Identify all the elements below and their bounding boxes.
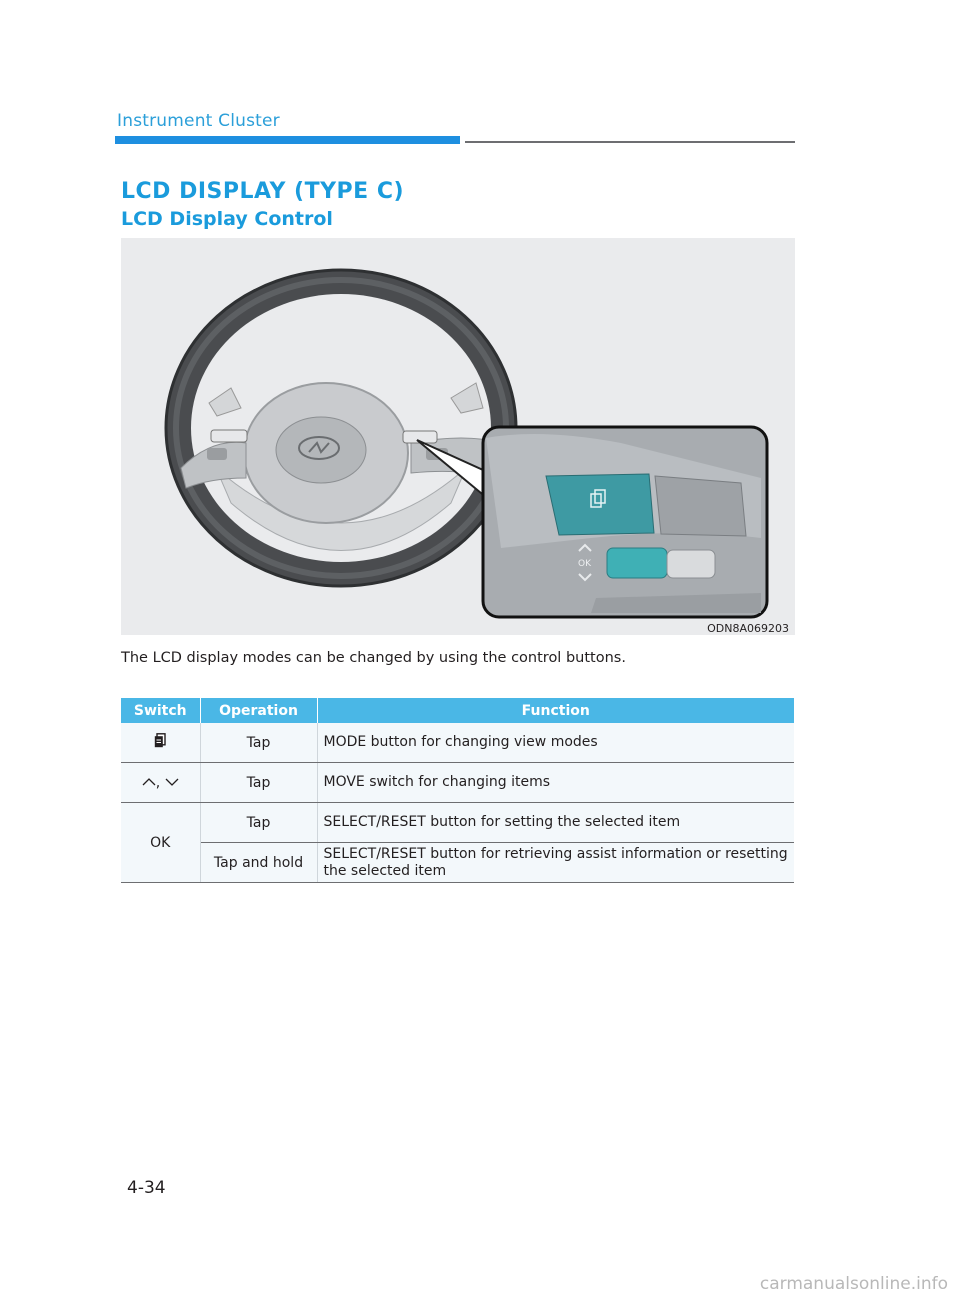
operation-cell: Tap bbox=[200, 803, 317, 843]
figure-code: ODN8A069203 bbox=[707, 622, 789, 635]
function-cell: SELECT/RESET button for setting the selected item bbox=[317, 803, 794, 843]
table-row bbox=[121, 843, 794, 883]
section-subtitle: LCD Display Control bbox=[121, 208, 333, 230]
table-row bbox=[121, 763, 794, 803]
down-arrow-icon bbox=[165, 775, 179, 791]
operation-cell: Tap and hold bbox=[200, 843, 317, 883]
table-row bbox=[121, 723, 794, 763]
header-function: Function bbox=[317, 698, 794, 723]
table-header-row bbox=[121, 698, 794, 723]
steering-wheel-illustration bbox=[121, 238, 795, 635]
header-switch: Switch bbox=[121, 698, 200, 723]
switch-cell bbox=[121, 723, 200, 763]
function-cell: MOVE switch for changing items bbox=[317, 763, 794, 803]
header-rule-blue bbox=[115, 136, 460, 144]
figure bbox=[121, 238, 795, 635]
svg-text:OK: OK bbox=[578, 559, 591, 569]
mode-button-icon bbox=[546, 474, 654, 535]
control-inset bbox=[483, 427, 767, 617]
function-cell: SELECT/RESET button for retrieving assist information or resetting the selected item bbox=[317, 843, 794, 883]
table-row bbox=[121, 803, 794, 843]
section-label: Instrument Cluster bbox=[117, 111, 280, 131]
mode-icon bbox=[154, 733, 166, 752]
page-number: 4-34 bbox=[127, 1178, 166, 1198]
intro-text: The LCD display modes can be changed by using the control buttons. bbox=[121, 650, 626, 666]
function-cell: MODE button for changing view modes bbox=[317, 723, 794, 763]
control-table bbox=[121, 698, 794, 883]
separator: , bbox=[155, 774, 161, 791]
header-operation: Operation bbox=[200, 698, 317, 723]
switch-cell bbox=[121, 763, 200, 803]
header-rule-grey bbox=[465, 141, 795, 143]
watermark: carmanualsonline.info bbox=[759, 1274, 948, 1294]
page-title: LCD DISPLAY (TYPE C) bbox=[121, 179, 405, 204]
operation-cell: Tap bbox=[200, 723, 317, 763]
up-arrow-icon bbox=[142, 775, 156, 791]
switch-cell: OK bbox=[121, 803, 200, 883]
operation-cell: Tap bbox=[200, 763, 317, 803]
